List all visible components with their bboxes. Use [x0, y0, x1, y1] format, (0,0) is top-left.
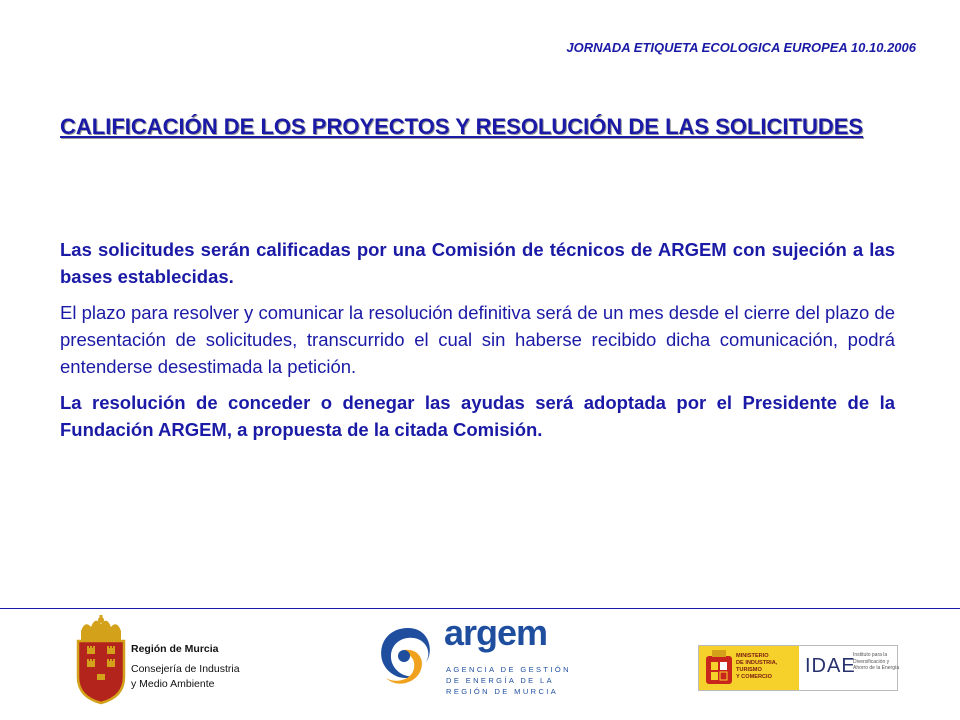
murcia-coat-of-arms-icon	[75, 615, 127, 705]
argem-wordmark: argem	[444, 612, 548, 653]
argem-tagline: AGENCIA DE GESTIÓN DE ENERGÍA DE LA REGIÓN DE MURCIA	[446, 665, 571, 696]
spain-coat-of-arms-icon	[704, 650, 734, 686]
paragraph-deadline: El plazo para resolver y comunicar la resolución definitiva será de un mes desde el cierre del plazo de presentación de solicitudes, transcurrido el cual sin haberse recibido dicha comunicación, podrá entenderse desestimada la petición.	[60, 302, 895, 377]
ministry-idae-logo	[698, 645, 898, 691]
slide-body	[60, 236, 895, 452]
ministry-panel	[699, 646, 799, 690]
footer-divider	[0, 608, 960, 609]
slide-title: CALIFICACIÓN DE LOS PROYECTOS Y RESOLUCIÓN DE LAS SOLICITUDES	[60, 114, 864, 139]
ministry-name: MINISTERIO DE INDUSTRIA, TURISMO Y COMERCIO	[736, 653, 778, 680]
idae-wordmark: IDAE	[805, 655, 856, 677]
murcia-region-name: Región de Murcia	[131, 643, 219, 655]
argem-swirl-icon	[374, 622, 442, 692]
idae-name: Instituto para la Diversificación y Ahorro de la Energía	[853, 652, 900, 671]
paragraph-evaluation: Las solicitudes serán calificadas por una Comisión de técnicos de ARGEM con sujeción a las bases establecidas.	[60, 239, 895, 287]
argem-logo	[374, 612, 574, 708]
paragraph-resolution: La resolución de conceder o denegar las ayudas será adoptada por el Presidente de la Fundación ARGEM, a propuesta de la citada Comisión.	[60, 392, 895, 440]
event-header: JORNADA ETIQUETA ECOLOGICA EUROPEA 10.10.2006	[566, 40, 916, 55]
murcia-department: Consejería de Industria y Medio Ambiente	[131, 663, 240, 690]
region-murcia-logo	[75, 615, 275, 705]
